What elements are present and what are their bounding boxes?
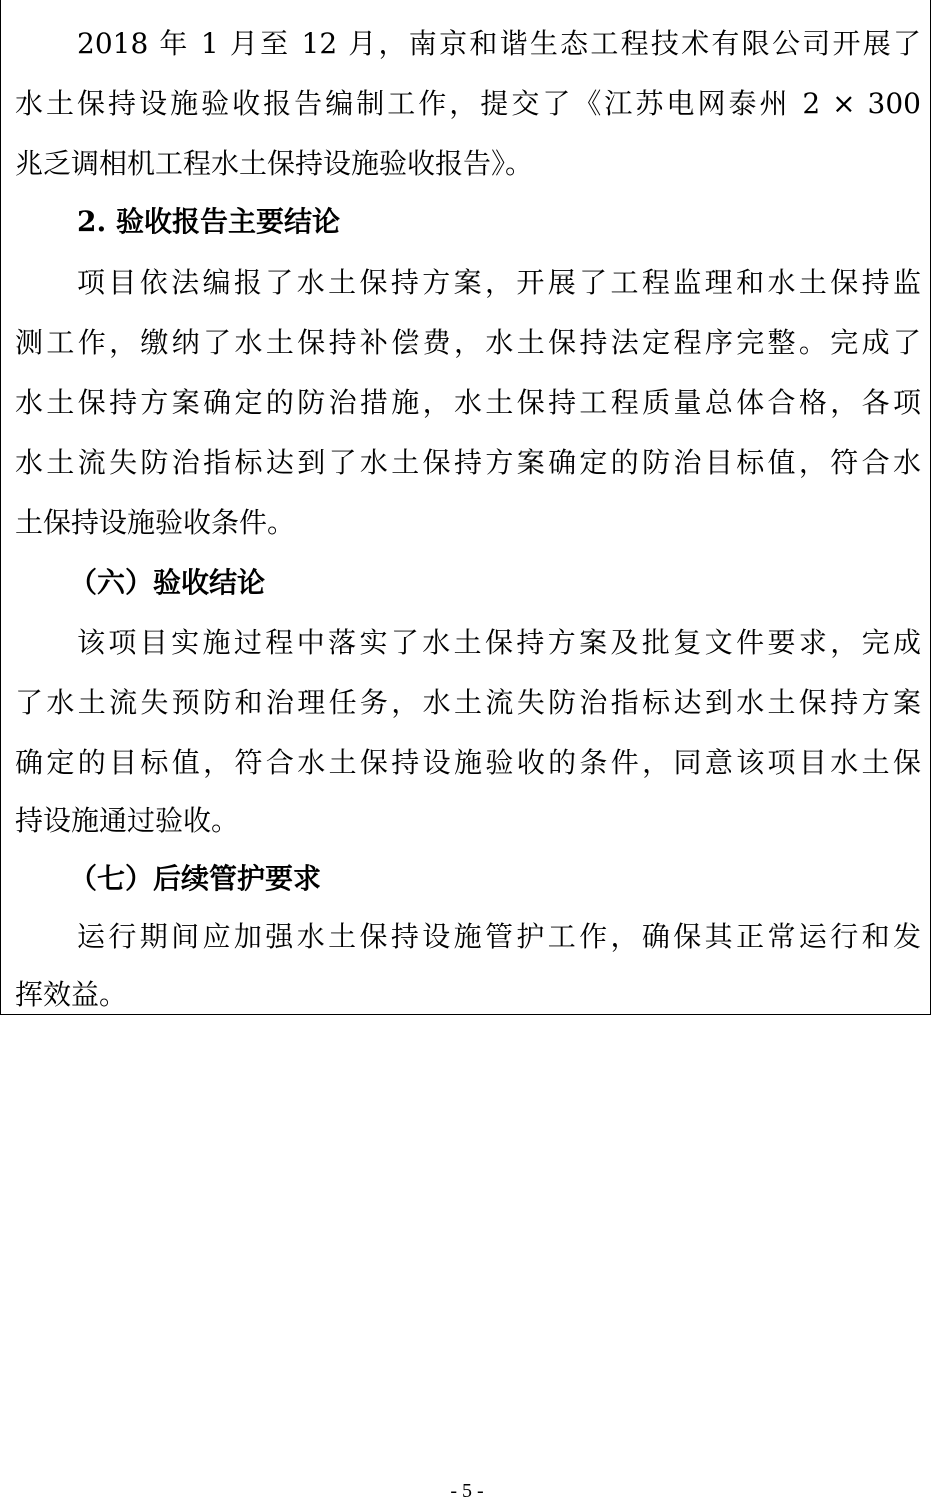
paragraph-1-line-3: 兆乏调相机工程水土保持设施验收报告》。 [15, 147, 534, 180]
paragraph-2-line-1: 项目依法编报了水土保持方案，开展了工程监理和水土保持监 [77, 266, 921, 299]
paragraph-3-line-3: 确定的目标值，符合水土保持设施验收的条件，同意该项目水土保 [15, 746, 921, 779]
section-7-title: （七）后续管护要求 [69, 862, 322, 895]
paragraph-2-line-5: 土保持设施验收条件。 [15, 506, 296, 539]
paragraph-2-line-2: 测工作，缴纳了水土保持补偿费，水土保持法定程序完整。完成了 [15, 326, 921, 359]
paragraph-2-line-3: 水土保持方案确定的防治措施，水土保持工程质量总体合格，各项 [15, 386, 921, 419]
paragraph-3-line-4: 持设施通过验收。 [15, 804, 240, 837]
paragraph-4-line-2: 挥效益。 [15, 978, 128, 1011]
subheading-conclusions: 2. 验收报告主要结论 [77, 205, 340, 238]
paragraph-2-line-4: 水土流失防治指标达到了水土保持方案确定的防治目标值，符合水 [15, 446, 921, 479]
paragraph-3-line-2: 了水土流失预防和治理任务，水土流失防治指标达到水土保持方案 [15, 686, 921, 719]
paragraph-4-line-1: 运行期间应加强水土保持设施管护工作，确保其正常运行和发 [77, 920, 921, 953]
paragraph-1-line-1: 2018 年 1 月至 12 月，南京和谐生态工程技术有限公司开展了 [77, 27, 921, 60]
section-6-title: （六）验收结论 [69, 566, 266, 599]
paragraph-3-line-1: 该项目实施过程中落实了水土保持方案及批复文件要求，完成 [77, 626, 921, 659]
page-number: - 5 - [450, 1480, 484, 1502]
paragraph-1-line-2: 水土保持设施验收报告编制工作，提交了《江苏电网泰州 2 × 300 [15, 87, 921, 120]
